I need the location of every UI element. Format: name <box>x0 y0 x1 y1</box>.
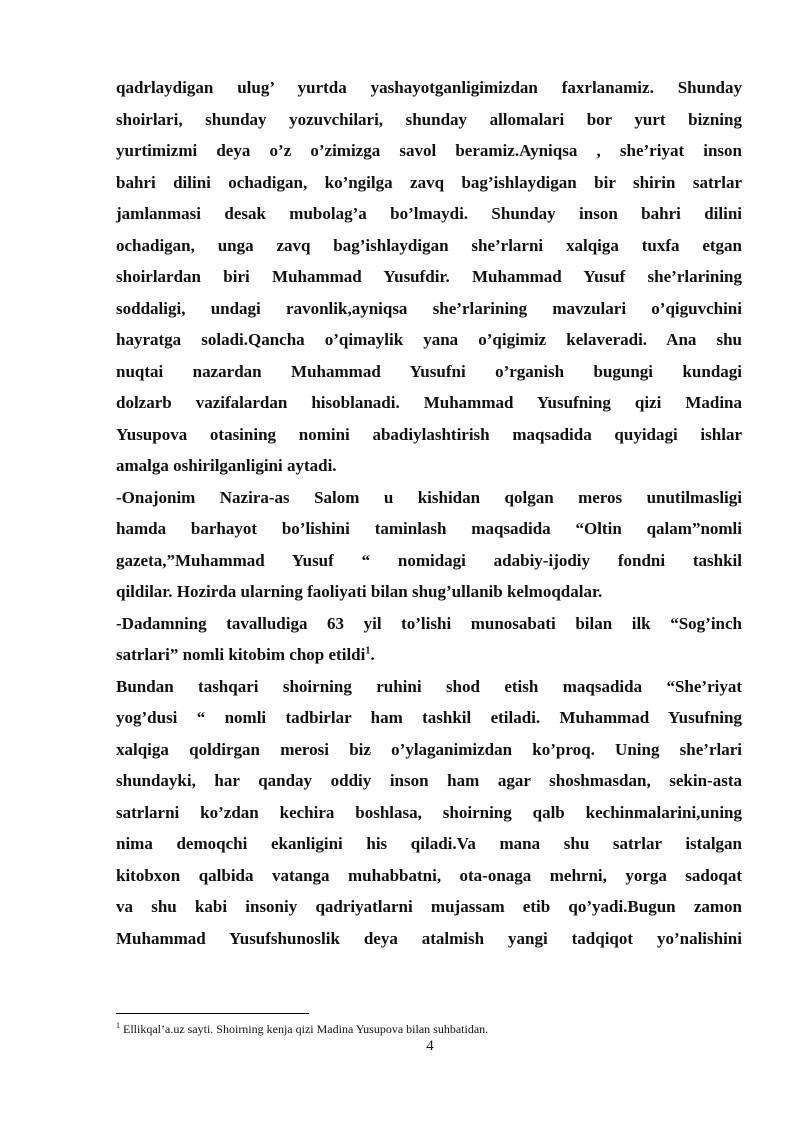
footnote-ref-suffix: . <box>370 645 375 664</box>
text-line: va shu kabi insoniy qadriyatlarni mujassam etib qo’yadi.Bugun zamon <box>116 897 742 916</box>
text-line: nuqtai nazardan Muhammad Yusufni o’rganish bugungi kundagi <box>116 361 742 381</box>
document-body <box>116 72 742 954</box>
text-line: satrlari” nomli kitobim chop etildi <box>116 645 366 664</box>
text-line: -Dadamning tavalludiga 63 yil to’lishi munosabati bilan ilk “Sog’inch <box>116 613 742 633</box>
footnote-separator <box>116 1013 309 1014</box>
text-line: satrlarni ko’zdan kechira boshlasa, shoirning qalb kechinmalarini,uning <box>116 802 742 822</box>
text-line: amalga oshirilganligini aytadi. <box>116 456 337 475</box>
text-line: yog’dusi “ nomli tadbirlar ham tashkil etiladi. Muhammad Yusufning <box>116 708 742 727</box>
text-line: qildilar. Hozirda ularning faoliyati bilan shug’ullanib kelmoqdalar. <box>116 582 603 601</box>
text-line: dolzarb vazifalardan hisoblanadi. Muhammad Yusufning qizi Madina <box>116 393 742 412</box>
main-text <box>116 72 742 954</box>
text-line: kitobxon qalbida vatanga muhabbatni, ota-onaga mehrni, yorga sadoqat <box>116 865 742 885</box>
text-line: shundayki, har qanday oddiy inson ham agar shoshmasdan, sekin-asta <box>116 771 742 790</box>
page-number: 4 <box>426 1038 434 1054</box>
text-line: -Onajonim Nazira-as Salom u kishidan qolgan meros unutilmasligi <box>116 487 742 507</box>
text-line: qadrlaydigan ulug’ yurtda yashayotganligimizdan faxrlanamiz. Shunday <box>116 78 742 97</box>
text-line: hayratga soladi.Qancha o’qimaylik yana o’qigimiz kelaveradi. Ana shu <box>116 330 742 349</box>
text-line: yurtimizmi deya o’z o’zimizga savol beramiz.Ayniqsa , she’riyat inson <box>116 141 742 160</box>
text-line: nima demoqchi ekanligini his qiladi.Va mana shu satrlar istalgan <box>116 834 742 853</box>
footnote <box>116 1019 488 1036</box>
footnote-text: Ellikqal’a.uz sayti. Shoirning kenja qizi Madina Yusupova bilan suhbatidan. <box>120 1022 489 1036</box>
text-line: xalqiga qoldirgan merosi biz o’ylaganimizdan ko’proq. Uning she’rlari <box>116 739 742 759</box>
text-line: jamlanmasi desak mubolag’a bo’lmaydi. Shunday inson bahri dilini <box>116 204 742 223</box>
text-line: Muhammad Yusufshunoslik deya atalmish yangi tadqiqot yo’nalishini <box>116 928 742 948</box>
text-line: ochadigan, unga zavq bag’ishlaydigan she’rlarni xalqiga tuxfa etgan <box>116 235 742 255</box>
text-line-with-footnote <box>116 639 742 671</box>
text-line: gazeta,”Muhammad Yusuf “ nomidagi adabiy-ijodiy fondni tashkil <box>116 550 742 570</box>
text-line: Yusupova otasining nomini abadiylashtirish maqsadida quyidagi ishlar <box>116 424 742 444</box>
text-line: hamda barhayot bo’lishini taminlash maqsadida “Oltin qalam”nomli <box>116 519 742 538</box>
footnote-reference[interactable]: 1 <box>365 645 371 657</box>
text-line: soddaligi, undagi ravonlik,ayniqsa she’rlarining mavzulari o’qiguvchini <box>116 298 742 318</box>
text-line: Bundan tashqari shoirning ruhini shod etish maqsadida “She’riyat <box>116 676 742 696</box>
text-line: shoirlari, shunday yozuvchilari, shunday allomalari bor yurt bizning <box>116 109 742 129</box>
text-line: bahri dilini ochadigan, ko’ngilga zavq bag’ishlaydigan bir shirin satrlar <box>116 172 742 192</box>
footnote-marker: 1 <box>116 1021 120 1030</box>
text-line: shoirlardan biri Muhammad Yusufdir. Muhammad Yusuf she’rlarining <box>116 267 742 286</box>
